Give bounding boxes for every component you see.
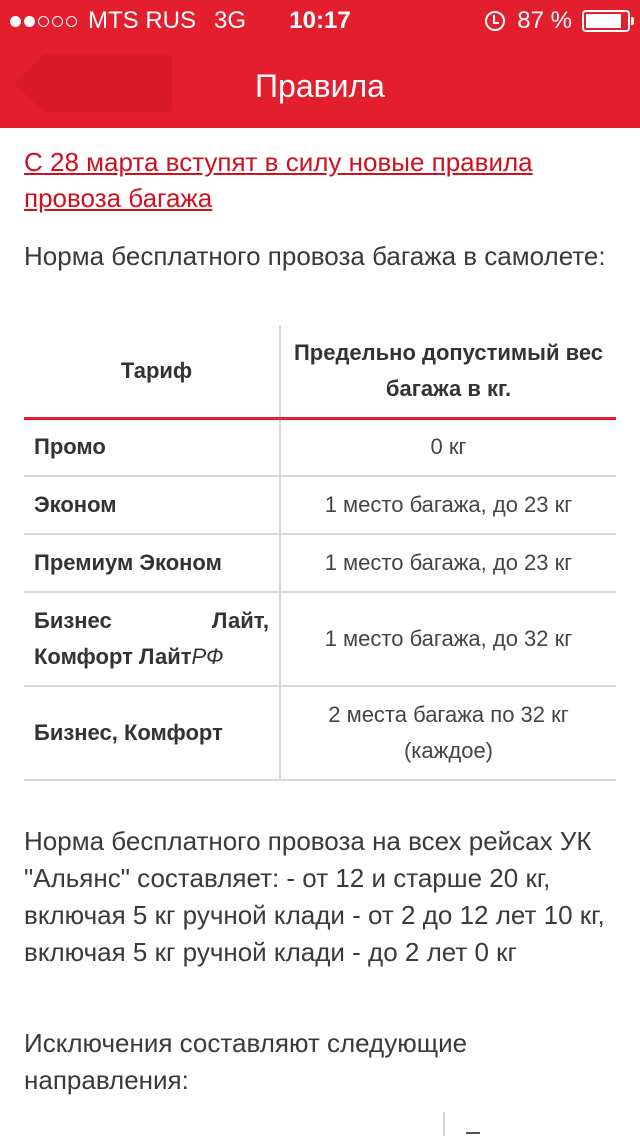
network-type: 3G	[214, 7, 247, 34]
tariff-name-part: Бизнес	[34, 608, 112, 633]
tariff-name-line	[34, 603, 269, 639]
table-row	[24, 418, 616, 476]
app-header	[0, 0, 640, 128]
tariff-weight: 1 место багажа, до 23 кг	[280, 476, 616, 534]
news-link[interactable]: С 28 марта вступят в силу новые правила провоза багажа	[24, 147, 533, 213]
tariff-name: Премиум Эконом	[24, 534, 280, 592]
battery-fill	[586, 14, 621, 28]
tariff-weight: 1 место багажа, до 23 кг	[280, 534, 616, 592]
alliance-norms-text: Норма бесплатного провоза на всех рейсах УК "Альянс" составляет: - от 12 и старше 20 кг, включая 5 кг ручной клади - от 2 до 12 лет 10 кг, включая 5 кг ручной клади - до 2 лет 0 кг	[24, 826, 605, 967]
tariff-name: Эконом	[24, 476, 280, 534]
tariff-name: Бизнес, Комфорт	[24, 686, 280, 780]
tariff-weight: 0 кг	[280, 418, 616, 476]
column-header-weight: Предельно допустимый вес багажа в кг.	[280, 325, 616, 418]
table-row	[24, 534, 616, 592]
tariff-name-part: Лайт,	[212, 608, 269, 633]
baggage-table	[24, 325, 616, 781]
tariff-name	[24, 592, 280, 686]
tariff-weight: 1 место багажа, до 32 кг	[280, 592, 616, 686]
tariff-weight: 2 места багажа по 32 кг (каждое)	[280, 686, 616, 780]
column-header-tariff: Тариф	[24, 325, 280, 418]
status-right	[485, 7, 630, 35]
tariff-name-line	[34, 639, 269, 675]
table-row	[24, 686, 616, 780]
tariff-name: Промо	[24, 418, 280, 476]
battery-percent: 87 %	[517, 7, 572, 34]
table-header-row	[24, 325, 616, 418]
table-row	[24, 476, 616, 534]
carrier-name: MTS RUS	[88, 7, 196, 34]
battery-icon	[582, 10, 630, 32]
tariff-name-part: Комфорт Лайт	[34, 644, 192, 669]
alarm-clock-icon	[485, 11, 505, 31]
intro-text: Норма бесплатного провоза багажа в самолете:	[24, 241, 606, 271]
status-bar	[0, 0, 640, 40]
next-table-divider	[443, 1112, 445, 1136]
tariff-region-suffix: РФ	[191, 644, 224, 669]
status-time: 10:17	[289, 7, 351, 34]
next-table-dash	[466, 1132, 480, 1134]
exceptions-text: Исключения составляют следующие направления:	[24, 1028, 468, 1095]
page-title: Правила	[255, 68, 385, 104]
table-row	[24, 592, 616, 686]
main-content	[24, 128, 620, 275]
